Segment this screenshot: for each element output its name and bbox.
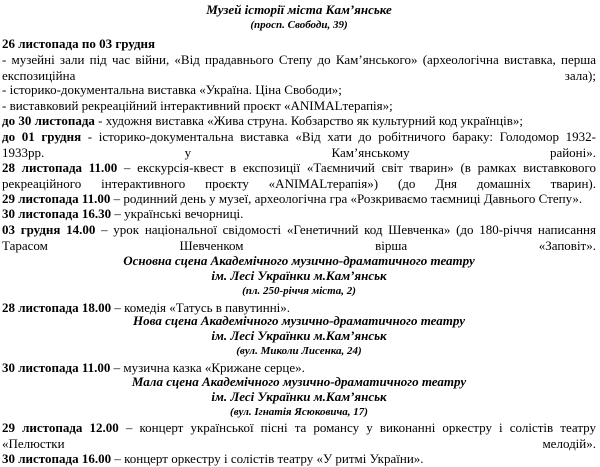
event-date: 30 листопада 11.00 [2, 360, 111, 375]
museum-event-10 [2, 222, 596, 253]
main-stage-subtitle: ім. Лесі Українки м.Кам’янськ [211, 268, 387, 283]
small-stage-event-2 [2, 451, 596, 467]
event-text: - виставковий рекреаційний інтерактивний проєкт «ANIMALтерапія»; [2, 98, 393, 113]
event-date: 26 листопада по 03 грудня [2, 36, 156, 51]
small-stage-title: Мала сцена Академічного музично-драматичного театру [131, 374, 467, 389]
event-date: до 01 грудня [2, 129, 82, 144]
event-text: – комедія «Татусь в павутинні». [111, 300, 291, 315]
museum-event-6 [2, 129, 596, 160]
museum-title: Музей історії міста Кам’янське [206, 2, 392, 17]
event-text: – урок національної свідомості «Генетичний код Шевченка» (до 180-річчя написання Тарасом Шевченком вірша «Заповіт». [2, 222, 596, 253]
museum-event-3 [2, 82, 596, 98]
small-stage-address: (вул. Ігнатія Ясюковича, 17) [230, 406, 368, 418]
event-date: 29 листопада 11.00 [2, 191, 111, 206]
small-stage-event-1 [2, 420, 596, 451]
small-stage-subtitle: ім. Лесі Українки м.Кам’янськ [211, 389, 387, 404]
museum-event-1 [2, 36, 596, 52]
event-date: 28 листопада 18.00 [2, 300, 112, 315]
museum-event-4 [2, 98, 596, 114]
event-date: 30 листопада 16.00 [2, 451, 112, 466]
new-stage-title: Нова сцена Академічного музично-драматичного театру [133, 313, 465, 328]
event-text: – концерт оркестру і солістів театру «У ритмі України». [111, 451, 424, 466]
event-date: 28 листопада 11.00 [2, 160, 118, 175]
museum-event-5 [2, 113, 596, 129]
event-text: – родинний день у музеї, археологічна гра «Розкриваємо таємниці Давнього Степу». [110, 191, 583, 206]
event-text: – музична казка «Крижане серце». [110, 360, 305, 375]
event-date: 03 грудня 14.00 [2, 222, 96, 237]
museum-event-9 [2, 206, 596, 222]
event-text: - музейні зали під час війни, «Від прадавнього Степу до Кам’янського» (археологічна виставка, перша експозиційна зала); [2, 52, 596, 83]
museum-event-8 [2, 191, 596, 207]
event-text: – українські вечорниці. [111, 206, 244, 221]
main-stage-title: Основна сцена Академічного музично-драматичного театру [123, 253, 475, 268]
museum-address: (просп. Свободи, 39) [250, 19, 348, 31]
main-stage-address: (пл. 250-річчя міста, 2) [242, 285, 356, 297]
new-stage-address: (вул. Миколи Лисенка, 24) [236, 345, 362, 357]
event-date: 30 листопада 16.30 [2, 206, 112, 221]
museum-event-7 [2, 160, 596, 191]
event-text: – концерт української пісні та романсу у виконанні оркестру і солістів театру «Пелюстки мелодій». [2, 420, 596, 451]
event-text: - художня виставка «Жива струна. Кобзарство як культурний код українців»; [94, 113, 523, 128]
new-stage-subtitle: ім. Лесі Українки м.Кам’янськ [211, 328, 387, 343]
event-date: 29 листопада 12.00 [2, 420, 119, 435]
event-text: - історико-документальна виставка «Україна. Ціна Свободи»; [2, 82, 342, 97]
event-text: - історико-документальна виставка «Від хати до робітничого бараку: Голодомор 1932-1933рр. у Кам’янському районі». [2, 129, 596, 160]
event-date: до 30 листопада [2, 113, 95, 128]
museum-event-2 [2, 52, 596, 83]
event-text: – екскурсія-квест в експозиції «Таємничий світ тварин» (в рамках виставкового рекреаційного інтерактивного проєкту «ANIMALтерапія») (до Дня домашніх тварин). [2, 160, 596, 191]
